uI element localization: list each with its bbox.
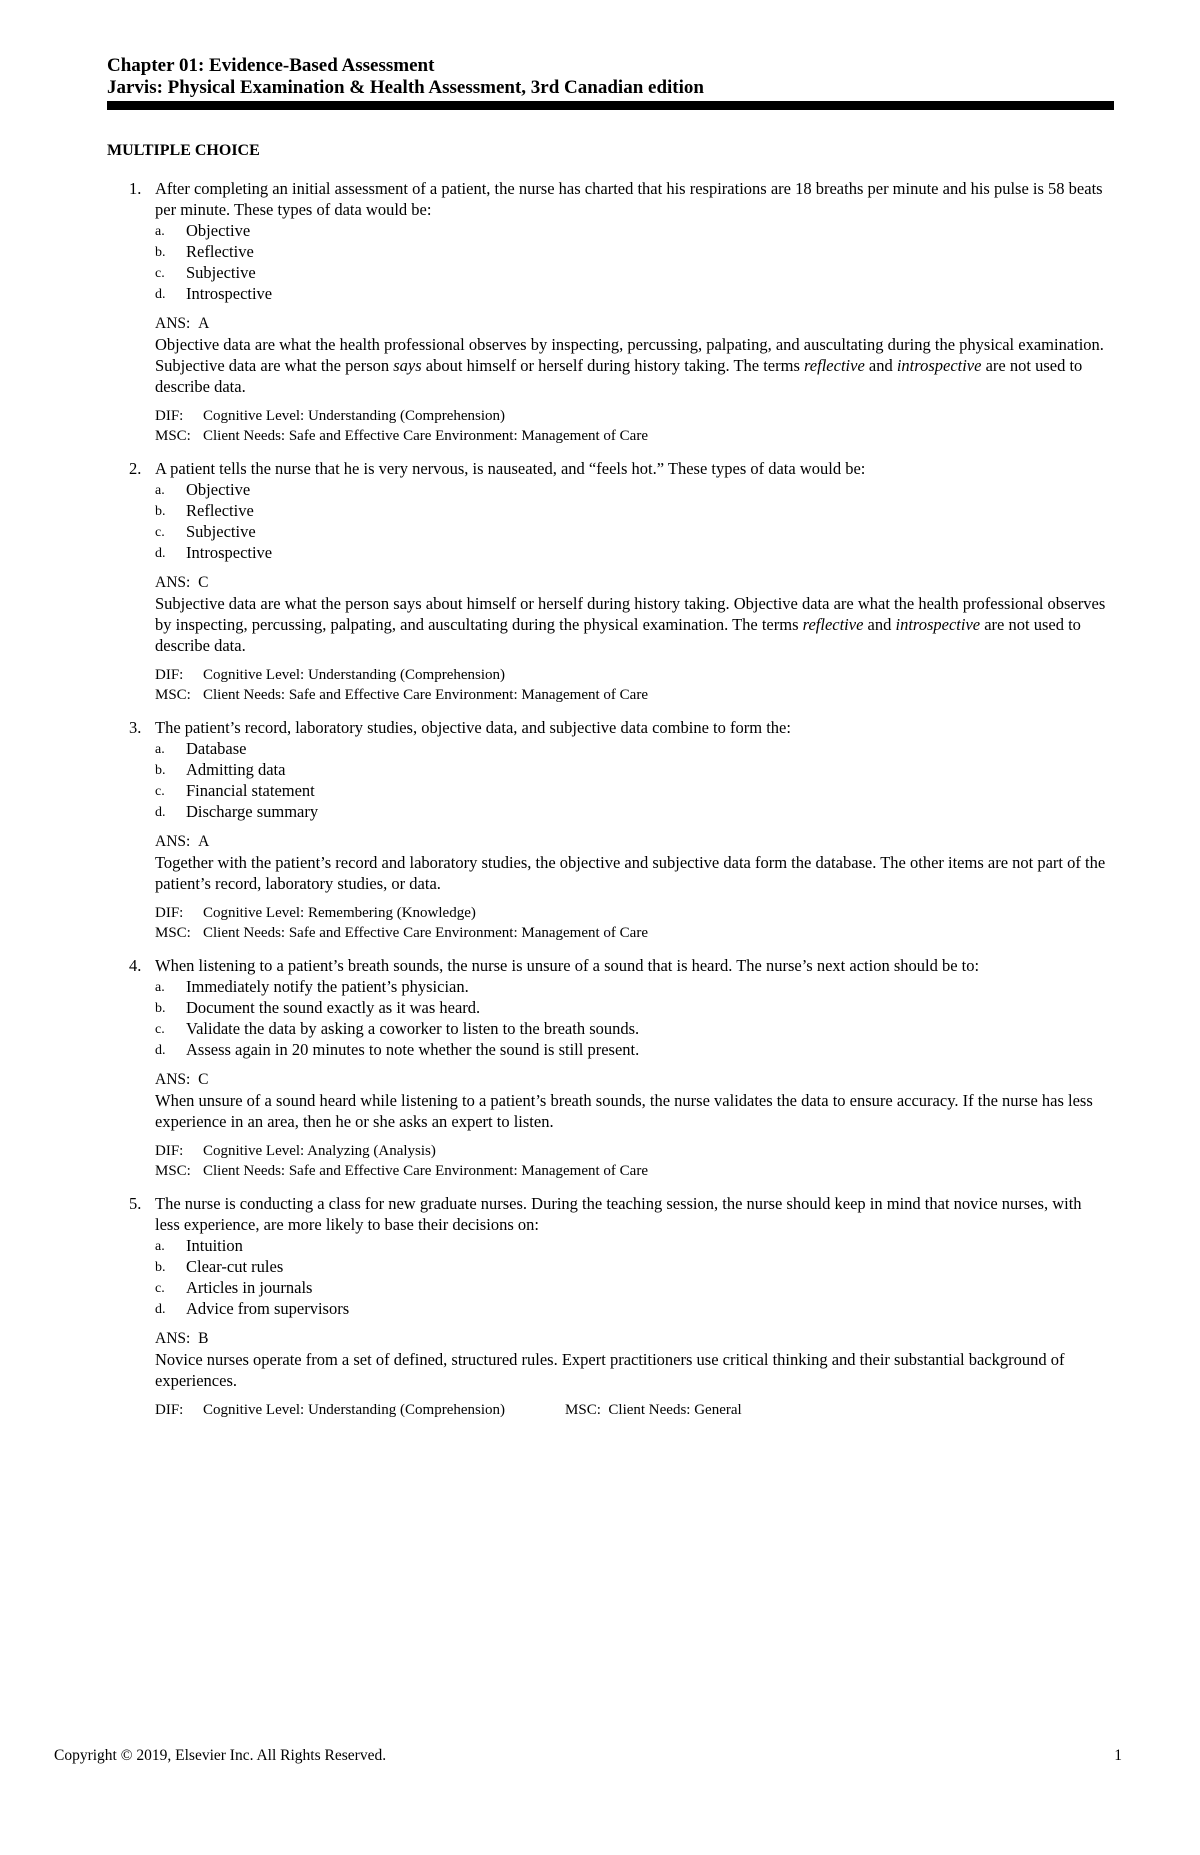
msc-row [155,426,1107,446]
dif-label: DIF: [155,667,184,683]
option-text: Objective [186,221,251,240]
msc-value: Client Needs: Safe and Effective Care Environment: Management of Care [203,925,648,941]
option-text: Document the sound exactly as it was heard. [186,998,481,1017]
option-d [155,1298,1107,1319]
answer-line [155,313,1107,334]
dif-label: DIF: [155,905,184,921]
dif-row [155,665,1107,685]
option-text: Assess again in 20 minutes to note whether the sound is still present. [186,1040,640,1059]
option-text: Intuition [186,1236,243,1255]
msc-value: Client Needs: Safe and Effective Care Environment: Management of Care [203,428,648,444]
answer-options [155,1235,1107,1319]
option-letter: a. [155,483,165,498]
option-text: Financial statement [186,781,315,800]
option-letter: b. [155,1260,166,1275]
dif-row [155,406,1107,426]
rationale-text: Subjective data are what the person says about himself or herself during history taking. Objective data are what the health professional observes by inspecting, percussing, palpating, and auscultating during the physical examination. The terms [155,594,1106,634]
option-c [155,1277,1107,1298]
option-text: Articles in journals [186,1278,313,1297]
option-c [155,521,1107,542]
dif-label: DIF: [155,1402,184,1418]
question-metadata [155,1141,1107,1181]
msc-label: MSC: [155,428,191,444]
question-3 [107,717,1107,943]
option-letter: b. [155,763,166,778]
option-letter: d. [155,287,166,302]
question-stem: When listening to a patient’s breath sounds, the nurse is unsure of a sound that is heard. The nurse’s next action should be to: [155,956,980,975]
question-number: 3. [129,718,142,737]
rationale-text: and [864,356,897,375]
option-text: Admitting data [186,760,286,779]
msc-row [155,685,1107,705]
header-rule [107,101,1114,110]
option-letter: c. [155,784,165,799]
question-4 [107,955,1107,1181]
msc-value: Client Needs: Safe and Effective Care Environment: Management of Care [203,1163,648,1179]
rationale: Together with the patient’s record and laboratory studies, the objective and subjective data form the database. The other items are not part of the patient’s record, laboratory studies, or data. [155,853,1106,893]
msc-label: MSC: [565,1402,601,1418]
answer-line [155,572,1107,593]
answer-value: B [198,1330,209,1347]
answer-label: ANS: [155,833,191,850]
option-letter: b. [155,1001,166,1016]
question-5 [107,1193,1107,1420]
option-letter: b. [155,504,166,519]
rationale-text: are not used to describe data. [155,356,1083,396]
dif-label: DIF: [155,1143,184,1159]
option-a [155,1235,1107,1256]
rationale [155,334,1107,397]
page-header [107,55,1113,99]
dif-label: DIF: [155,408,184,424]
option-text: Validate the data by asking a coworker to listen to the breath sounds. [186,1019,640,1038]
page-number: 1 [1114,1747,1122,1764]
question-stem: The nurse is conducting a class for new graduate nurses. During the teaching session, the nurse should keep in mind that novice nurses, with less experience, are more likely to base their decisions on: [155,1194,1082,1234]
answer-line [155,1328,1107,1349]
rationale: Novice nurses operate from a set of defined, structured rules. Expert practitioners use critical thinking and their substantial background of experiences. [155,1350,1065,1390]
option-letter: d. [155,546,166,561]
copyright-notice: Copyright © 2019, Elsevier Inc. All Rights Reserved. [54,1747,387,1764]
rationale-text: are not used to describe data. [155,615,1081,655]
rationale [155,593,1107,656]
question-stem: The patient’s record, laboratory studies, objective data, and subjective data combine to form the: [155,718,791,737]
question-number: 5. [129,1194,142,1213]
dif-value: Cognitive Level: Remembering (Knowledge) [203,905,476,921]
section-heading: MULTIPLE CHOICE [107,142,260,159]
option-letter: c. [155,1022,165,1037]
option-letter: a. [155,742,165,757]
rationale-text: and [863,615,896,634]
rationale: When unsure of a sound heard while listening to a patient’s breath sounds, the nurse validates the data to ensure accuracy. If the nurse has less experience in an area, then he or she asks an expert to listen. [155,1091,1093,1131]
option-b [155,1256,1107,1277]
answer-label: ANS: [155,315,191,332]
option-letter: c. [155,525,165,540]
question-1 [107,178,1107,446]
chapter-title: Chapter 01: Evidence-Based Assessment [107,55,435,76]
option-b [155,759,1107,780]
option-b [155,997,1107,1018]
option-a [155,479,1107,500]
answer-options [155,220,1107,304]
option-letter: d. [155,1043,166,1058]
option-text: Introspective [186,284,273,303]
option-letter: b. [155,245,166,260]
spacer [107,446,1107,458]
dif-row [155,903,1107,923]
question-stem: A patient tells the nurse that he is very nervous, is nauseated, and “feels hot.” These types of data would be: [155,459,866,478]
option-d [155,283,1107,304]
option-d [155,542,1107,563]
spacer [107,705,1107,717]
rationale-text: about himself or herself during history taking. The terms [421,356,804,375]
rationale-italic: introspective [896,356,982,375]
option-c [155,262,1107,283]
option-text: Objective [186,480,251,499]
dif-value: Cognitive Level: Analyzing (Analysis) [203,1143,436,1159]
msc-label: MSC: [155,1163,191,1179]
option-letter: d. [155,805,166,820]
option-letter: a. [155,980,165,995]
answer-label: ANS: [155,574,191,591]
dif-row [155,1141,1107,1161]
option-text: Clear-cut rules [186,1257,284,1276]
msc-row [155,923,1107,943]
option-letter: d. [155,1302,166,1317]
option-letter: a. [155,1239,165,1254]
option-letter: c. [155,266,165,281]
answer-options [155,738,1107,822]
rationale-italic: reflective [802,615,864,634]
question-stem: After completing an initial assessment of a patient, the nurse has charted that his respirations are 18 breaths per minute and his pulse is 58 beats per minute. These types of data would be: [155,179,1103,219]
option-letter: a. [155,224,165,239]
question-metadata [155,903,1107,943]
option-text: Discharge summary [186,802,319,821]
option-a [155,220,1107,241]
answer-line [155,831,1107,852]
question-content [107,140,1107,1420]
book-title: Jarvis: Physical Examination & Health Assessment, 3rd Canadian edition [107,77,704,98]
option-a [155,976,1107,997]
option-letter: c. [155,1281,165,1296]
answer-value: C [198,1071,209,1088]
answer-options [155,479,1107,563]
msc-value: Client Needs: Safe and Effective Care Environment: Management of Care [203,687,648,703]
dif-value: Cognitive Level: Understanding (Comprehension) [203,667,506,683]
option-text: Subjective [186,263,256,282]
question-metadata [155,1400,1107,1420]
question-2 [107,458,1107,705]
option-b [155,241,1107,262]
question-number: 4. [129,956,142,975]
msc-row [155,1161,1107,1181]
option-text: Reflective [186,501,254,520]
dif-value: Cognitive Level: Understanding (Comprehension) [203,408,506,424]
option-text: Database [186,739,247,758]
rationale-italic: introspective [895,615,981,634]
option-d [155,801,1107,822]
option-d [155,1039,1107,1060]
answer-label: ANS: [155,1071,191,1088]
msc-label: MSC: [155,925,191,941]
option-b [155,500,1107,521]
answer-label: ANS: [155,1330,191,1347]
option-text: Immediately notify the patient’s physician. [186,977,469,996]
answer-line [155,1069,1107,1090]
question-metadata [155,406,1107,446]
msc-value: Client Needs: General [608,1402,742,1418]
answer-options [155,976,1107,1060]
rationale-italic: reflective [804,356,865,375]
option-c [155,780,1107,801]
dif-msc-row [155,1400,1107,1420]
msc-label: MSC: [155,687,191,703]
option-a [155,738,1107,759]
question-number: 2. [129,459,142,478]
option-text: Reflective [186,242,254,261]
answer-value: C [198,574,209,591]
question-metadata [155,665,1107,705]
answer-value: A [198,315,210,332]
dif-value: Cognitive Level: Understanding (Comprehension) [203,1402,506,1418]
rationale-text: Objective data are what the health professional observes by inspecting, percussing, palpating, and auscultating during the physical examination. Subjective data are what the person [155,335,1104,375]
spacer [107,1181,1107,1193]
option-text: Introspective [186,543,273,562]
spacer [107,943,1107,955]
option-c [155,1018,1107,1039]
option-text: Advice from supervisors [186,1299,350,1318]
rationale-italic: says [393,356,422,375]
question-number: 1. [129,179,142,198]
answer-value: A [198,833,210,850]
option-text: Subjective [186,522,256,541]
